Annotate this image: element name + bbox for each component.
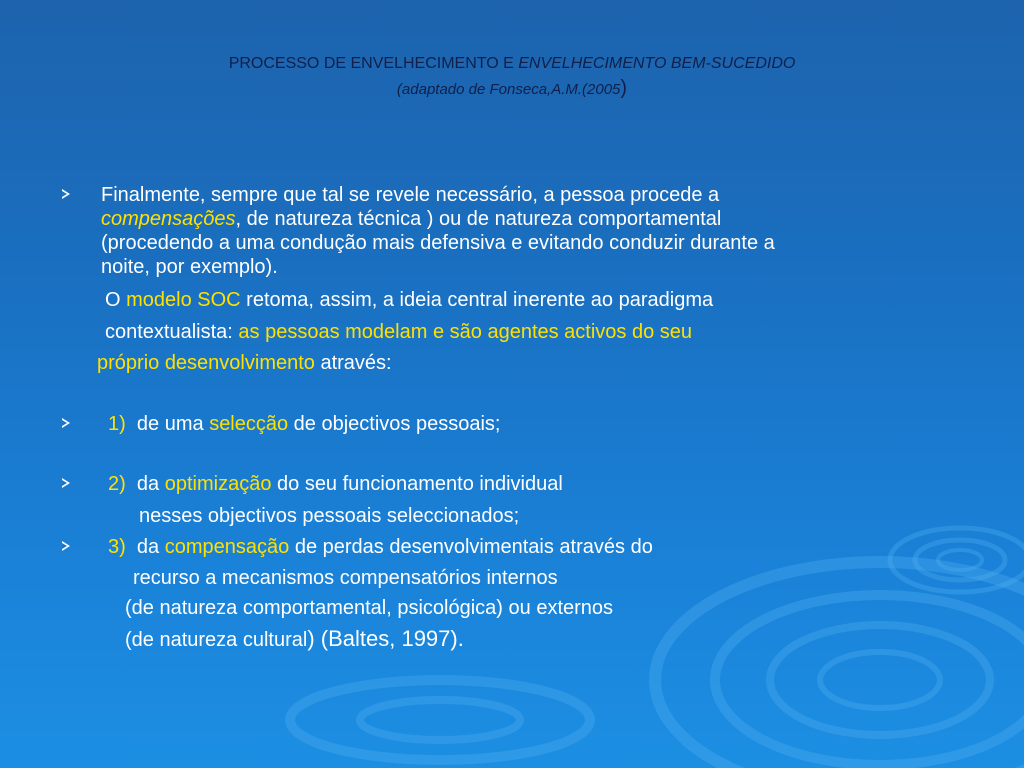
item3-line-4 <box>125 627 464 652</box>
arrow-bullet-icon <box>62 189 70 199</box>
item3-line-3: (de natureza comportamental, psicológica) ou externos <box>125 597 614 619</box>
highlight-compensacao: compensação <box>164 536 290 558</box>
item2-number: 2) <box>108 473 126 495</box>
para1-line-3: (procedendo a uma condução mais defensiva e evitando conduzir durante a <box>101 232 775 254</box>
title-citation: adaptado de Fonseca,A.M.(2005 <box>401 81 621 98</box>
para2-line-2 <box>105 320 692 344</box>
title-part-normal: PROCESSO DE ENVELHECIMENTO E <box>228 55 519 72</box>
item3-number: 3) <box>108 536 126 558</box>
highlight-proprio-desenvolvimento: próprio desenvolvimento <box>97 352 315 374</box>
item1-line-1 <box>108 412 500 436</box>
item3-line-2: recurso a mecanismos compensatórios internos <box>133 567 558 589</box>
para1-line-1: Finalmente, sempre que tal se revele necessário, a pessoa procede a <box>101 184 720 206</box>
item1-text: de uma <box>136 413 210 435</box>
arrow-bullet-icon <box>62 478 70 488</box>
item3-text: de perdas desenvolvimentais através do <box>289 536 653 558</box>
highlight-seleccao: selecção <box>209 413 289 435</box>
item2-text: do seu funcionamento individual <box>271 473 563 495</box>
title-line-1 <box>0 52 1024 76</box>
para2-line-3 <box>97 351 392 375</box>
item3-line-1 <box>108 535 653 559</box>
slide-title <box>0 52 1024 102</box>
item1-number: 1) <box>108 413 126 435</box>
para2-text: contextualista: <box>105 321 239 343</box>
para2-text: retoma, assim, a ideia central inerente ao paradigma <box>240 289 714 311</box>
para2-text: através: <box>314 352 392 374</box>
title-open-paren: ( <box>396 81 402 98</box>
highlight-compensacoes: compensações <box>101 208 236 230</box>
para1-line-2-rest: , de natureza técnica ) ou de natureza comportamental <box>235 208 722 230</box>
para2-line-1 <box>105 288 713 312</box>
title-line-2 <box>0 76 1024 102</box>
arrow-bullet-icon <box>62 541 70 551</box>
item2-text: da <box>136 473 165 495</box>
item1-text: de objectivos pessoais; <box>288 413 501 435</box>
para1-line-2 <box>101 207 721 231</box>
title-close-paren: ) <box>620 77 628 99</box>
highlight-optimizacao: optimização <box>164 473 272 495</box>
arrow-bullet-icon <box>62 418 70 428</box>
highlight-agentes-activos: as pessoas modelam e são agentes activos do seu <box>238 321 693 343</box>
highlight-modelo-soc: modelo SOC <box>126 289 241 311</box>
item3-text: da <box>136 536 165 558</box>
item2-line-1 <box>108 472 563 496</box>
item3-text: (de natureza cultural <box>125 629 308 651</box>
item2-line-2: nesses objectivos pessoais seleccionados; <box>139 505 520 527</box>
title-part-italic: ENVELHECIMENTO BEM-SUCEDIDO <box>518 55 796 72</box>
para1-line-4: noite, por exemplo). <box>101 256 278 278</box>
citation-baltes: ) (Baltes, 1997). <box>307 626 464 651</box>
para2-text: O <box>105 289 127 311</box>
